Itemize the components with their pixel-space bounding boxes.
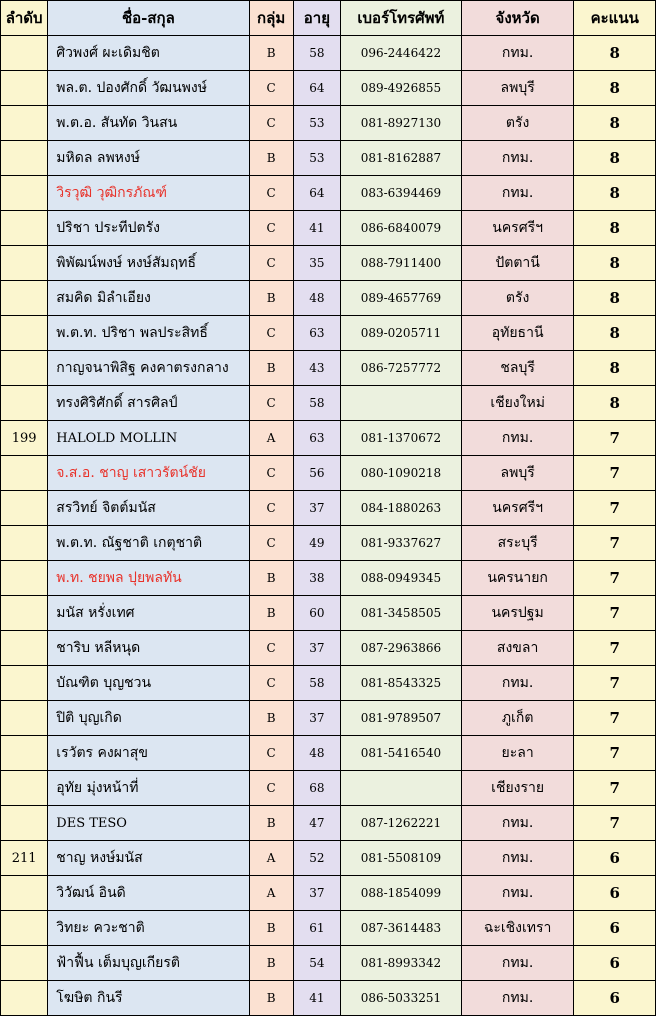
row-phone-cell: [341, 386, 462, 421]
row-phone-cell: 089-0205711: [341, 316, 462, 351]
row-age-cell: 53: [293, 106, 340, 141]
row-score-cell: 8: [574, 36, 656, 71]
row-group-cell: B: [249, 946, 293, 981]
row-name-cell: วิวัฒน์ อินดิ: [48, 876, 249, 911]
table-row: [1, 596, 656, 631]
table-row: [1, 491, 656, 526]
row-index-cell: [1, 806, 48, 841]
row-index-cell: [1, 946, 48, 981]
row-province-cell: ฉะเชิงเทรา: [461, 911, 574, 946]
row-age-cell: 58: [293, 666, 340, 701]
row-score-cell: 7: [574, 596, 656, 631]
row-group-cell: B: [249, 36, 293, 71]
table-row: [1, 246, 656, 281]
row-province-cell: เชียงราย: [461, 771, 574, 806]
table-row: [1, 281, 656, 316]
row-age-cell: 56: [293, 456, 340, 491]
row-index-cell: [1, 386, 48, 421]
row-index-cell: 211: [1, 841, 48, 876]
row-score-cell: 7: [574, 456, 656, 491]
row-name-cell: กาญจนาพิสิฐ คงคาตรงกลาง: [48, 351, 249, 386]
table-row: [1, 946, 656, 981]
row-name-cell: พ.ท. ชยพล ปุยพลทัน: [48, 561, 249, 596]
row-group-cell: C: [249, 316, 293, 351]
row-index-cell: [1, 561, 48, 596]
row-group-cell: C: [249, 386, 293, 421]
row-age-cell: 63: [293, 316, 340, 351]
row-name-cell: สมคิด มิลำเอียง: [48, 281, 249, 316]
row-group-cell: C: [249, 211, 293, 246]
row-index-cell: [1, 176, 48, 211]
row-score-cell: 6: [574, 876, 656, 911]
table-row: [1, 911, 656, 946]
row-index-cell: [1, 141, 48, 176]
row-group-cell: C: [249, 491, 293, 526]
row-age-cell: 43: [293, 351, 340, 386]
row-name-cell: ชาญ หงษ์มนัส: [48, 841, 249, 876]
row-province-cell: ชลบุรี: [461, 351, 574, 386]
row-phone-cell: 086-7257772: [341, 351, 462, 386]
row-score-cell: 8: [574, 176, 656, 211]
row-group-cell: B: [249, 806, 293, 841]
row-province-cell: กทม.: [461, 141, 574, 176]
row-phone-cell: 096-2446422: [341, 36, 462, 71]
row-index-cell: [1, 981, 48, 1016]
row-group-cell: B: [249, 281, 293, 316]
row-score-cell: 6: [574, 946, 656, 981]
row-group-cell: B: [249, 701, 293, 736]
row-province-cell: ปัตตานี: [461, 246, 574, 281]
row-phone-cell: 087-2963866: [341, 631, 462, 666]
row-name-cell: พ.ต.อ. สันทัด วินสน: [48, 106, 249, 141]
row-score-cell: 7: [574, 491, 656, 526]
row-phone-cell: 089-4926855: [341, 71, 462, 106]
row-score-cell: 7: [574, 631, 656, 666]
row-age-cell: 68: [293, 771, 340, 806]
row-group-cell: A: [249, 876, 293, 911]
row-age-cell: 52: [293, 841, 340, 876]
table-row: [1, 666, 656, 701]
row-index-cell: [1, 736, 48, 771]
table-row: [1, 106, 656, 141]
row-score-cell: 7: [574, 806, 656, 841]
table-row: [1, 526, 656, 561]
row-index-cell: [1, 526, 48, 561]
table-row: [1, 631, 656, 666]
row-age-cell: 61: [293, 911, 340, 946]
header-phone: เบอร์โทรศัพท์: [341, 1, 462, 36]
row-age-cell: 37: [293, 491, 340, 526]
row-province-cell: สระบุรี: [461, 526, 574, 561]
row-group-cell: B: [249, 981, 293, 1016]
row-name-cell: พ.ต.ท. ปริชา พลประสิทธิ์: [48, 316, 249, 351]
row-age-cell: 64: [293, 176, 340, 211]
row-phone-cell: 086-6840079: [341, 211, 462, 246]
row-age-cell: 64: [293, 71, 340, 106]
row-phone-cell: 087-3614483: [341, 911, 462, 946]
row-province-cell: สงขลา: [461, 631, 574, 666]
row-name-cell: HALOLD MOLLIN: [48, 421, 249, 456]
row-age-cell: 58: [293, 36, 340, 71]
row-name-cell: พิพัฒน์พงษ์ หงษ์สัมฤทธิ์: [48, 246, 249, 281]
row-score-cell: 6: [574, 911, 656, 946]
row-score-cell: 7: [574, 526, 656, 561]
row-phone-cell: 081-3458505: [341, 596, 462, 631]
row-index-cell: [1, 281, 48, 316]
header-name: ชื่อ-สกุล: [48, 1, 249, 36]
table-row: [1, 386, 656, 421]
row-age-cell: 38: [293, 561, 340, 596]
row-score-cell: 8: [574, 316, 656, 351]
row-phone-cell: 081-9337627: [341, 526, 462, 561]
table-row: [1, 736, 656, 771]
row-index-cell: [1, 456, 48, 491]
row-province-cell: นครปฐม: [461, 596, 574, 631]
row-age-cell: 37: [293, 701, 340, 736]
row-index-cell: [1, 701, 48, 736]
row-group-cell: C: [249, 176, 293, 211]
row-group-cell: B: [249, 351, 293, 386]
row-index-cell: [1, 351, 48, 386]
row-group-cell: B: [249, 561, 293, 596]
row-name-cell: ชาริบ หลีหนุด: [48, 631, 249, 666]
row-age-cell: 60: [293, 596, 340, 631]
row-group-cell: C: [249, 526, 293, 561]
row-province-cell: กทม.: [461, 946, 574, 981]
row-province-cell: กทม.: [461, 421, 574, 456]
row-province-cell: ตรัง: [461, 281, 574, 316]
row-group-cell: C: [249, 771, 293, 806]
row-name-cell: ทรงศิริศักดิ์ สารศิลป์: [48, 386, 249, 421]
row-phone-cell: 081-8927130: [341, 106, 462, 141]
row-age-cell: 48: [293, 281, 340, 316]
table-row: [1, 176, 656, 211]
row-province-cell: กทม.: [461, 806, 574, 841]
row-province-cell: ภูเก็ต: [461, 701, 574, 736]
table-row: [1, 141, 656, 176]
row-phone-cell: 081-9789507: [341, 701, 462, 736]
header-index: ลำดับ: [1, 1, 48, 36]
row-group-cell: B: [249, 596, 293, 631]
row-index-cell: [1, 491, 48, 526]
table-row: [1, 351, 656, 386]
row-score-cell: 6: [574, 841, 656, 876]
table-row: [1, 806, 656, 841]
row-group-cell: C: [249, 71, 293, 106]
row-index-cell: [1, 911, 48, 946]
row-score-cell: 7: [574, 421, 656, 456]
row-phone-cell: 087-1262221: [341, 806, 462, 841]
table-row: [1, 841, 656, 876]
row-score-cell: 8: [574, 281, 656, 316]
table-row: [1, 316, 656, 351]
row-name-cell: วิทยะ ควะชาติ: [48, 911, 249, 946]
row-group-cell: C: [249, 246, 293, 281]
row-index-cell: [1, 666, 48, 701]
row-score-cell: 8: [574, 141, 656, 176]
row-score-cell: 8: [574, 351, 656, 386]
row-phone-cell: 088-1854099: [341, 876, 462, 911]
row-age-cell: 54: [293, 946, 340, 981]
row-group-cell: C: [249, 456, 293, 491]
header-score: คะแนน: [574, 1, 656, 36]
row-province-cell: ตรัง: [461, 106, 574, 141]
row-province-cell: กทม.: [461, 36, 574, 71]
row-phone-cell: 086-5033251: [341, 981, 462, 1016]
header-province: จังหวัด: [461, 1, 574, 36]
row-name-cell: มหิดล ลพหงษ์: [48, 141, 249, 176]
row-score-cell: 7: [574, 666, 656, 701]
table-row: [1, 421, 656, 456]
row-phone-cell: 084-1880263: [341, 491, 462, 526]
row-group-cell: C: [249, 736, 293, 771]
row-age-cell: 63: [293, 421, 340, 456]
row-index-cell: [1, 71, 48, 106]
row-phone-cell: 088-7911400: [341, 246, 462, 281]
table-row: [1, 981, 656, 1016]
row-name-cell: เรวัตร คงผาสุข: [48, 736, 249, 771]
row-name-cell: โฆษิต กินรี: [48, 981, 249, 1016]
row-score-cell: 8: [574, 106, 656, 141]
row-group-cell: B: [249, 141, 293, 176]
row-score-cell: 7: [574, 736, 656, 771]
row-score-cell: 7: [574, 701, 656, 736]
row-name-cell: ฟ้าฟื้น เต็มบุญเกียรติ: [48, 946, 249, 981]
row-age-cell: 41: [293, 211, 340, 246]
row-score-cell: 8: [574, 386, 656, 421]
row-province-cell: กทม.: [461, 666, 574, 701]
row-index-cell: [1, 596, 48, 631]
row-age-cell: 48: [293, 736, 340, 771]
row-province-cell: เชียงใหม่: [461, 386, 574, 421]
row-index-cell: 199: [1, 421, 48, 456]
table-row: [1, 71, 656, 106]
row-phone-cell: 081-5416540: [341, 736, 462, 771]
row-index-cell: [1, 246, 48, 281]
row-age-cell: 58: [293, 386, 340, 421]
row-age-cell: 41: [293, 981, 340, 1016]
row-index-cell: [1, 876, 48, 911]
table-row: [1, 876, 656, 911]
row-province-cell: นครนายก: [461, 561, 574, 596]
row-score-cell: 7: [574, 561, 656, 596]
row-province-cell: กทม.: [461, 841, 574, 876]
row-phone-cell: 081-8543325: [341, 666, 462, 701]
header-group: กลุ่ม: [249, 1, 293, 36]
row-phone-cell: 081-8162887: [341, 141, 462, 176]
header-row: [1, 1, 656, 36]
row-score-cell: 6: [574, 981, 656, 1016]
row-group-cell: C: [249, 631, 293, 666]
row-group-cell: C: [249, 106, 293, 141]
row-age-cell: 37: [293, 876, 340, 911]
row-age-cell: 47: [293, 806, 340, 841]
table-row: [1, 211, 656, 246]
row-name-cell: จ.ส.อ. ชาญ เสาวรัตน์ชัย: [48, 456, 249, 491]
table-body: [1, 36, 656, 1016]
row-phone-cell: 081-8993342: [341, 946, 462, 981]
row-group-cell: B: [249, 911, 293, 946]
row-province-cell: นครศรีฯ: [461, 491, 574, 526]
row-phone-cell: 080-1090218: [341, 456, 462, 491]
row-name-cell: สรวิทย์ จิตต์มนัส: [48, 491, 249, 526]
table-row: [1, 561, 656, 596]
row-index-cell: [1, 36, 48, 71]
row-score-cell: 8: [574, 71, 656, 106]
row-name-cell: ศิวพงศ์ ผะเดิมชิต: [48, 36, 249, 71]
table-row: [1, 701, 656, 736]
row-score-cell: 8: [574, 211, 656, 246]
row-group-cell: A: [249, 841, 293, 876]
row-name-cell: อุทัย มุ่งหน้าที่: [48, 771, 249, 806]
row-province-cell: ยะลา: [461, 736, 574, 771]
row-index-cell: [1, 316, 48, 351]
row-score-cell: 8: [574, 246, 656, 281]
row-group-cell: C: [249, 666, 293, 701]
row-province-cell: อุทัยธานี: [461, 316, 574, 351]
row-province-cell: ลพบุรี: [461, 456, 574, 491]
row-score-cell: 7: [574, 771, 656, 806]
row-age-cell: 53: [293, 141, 340, 176]
header-age: อายุ: [293, 1, 340, 36]
row-province-cell: กทม.: [461, 176, 574, 211]
row-province-cell: กทม.: [461, 876, 574, 911]
row-phone-cell: 088-0949345: [341, 561, 462, 596]
row-phone-cell: 081-1370672: [341, 421, 462, 456]
row-index-cell: [1, 771, 48, 806]
table-row: [1, 771, 656, 806]
row-province-cell: กทม.: [461, 981, 574, 1016]
row-phone-cell: 089-4657769: [341, 281, 462, 316]
row-index-cell: [1, 211, 48, 246]
row-phone-cell: 083-6394469: [341, 176, 462, 211]
row-name-cell: วิรวุฒิ วุฒิกรภัณฑ์: [48, 176, 249, 211]
row-index-cell: [1, 106, 48, 141]
row-province-cell: ลพบุรี: [461, 71, 574, 106]
row-name-cell: พ.ต.ท. ณัฐชาติ เกตุชาติ: [48, 526, 249, 561]
row-name-cell: บัณฑิต บุญชวน: [48, 666, 249, 701]
row-name-cell: ปริชา ประทีปตรัง: [48, 211, 249, 246]
row-age-cell: 37: [293, 631, 340, 666]
row-age-cell: 35: [293, 246, 340, 281]
table-row: [1, 456, 656, 491]
row-age-cell: 49: [293, 526, 340, 561]
row-phone-cell: 081-5508109: [341, 841, 462, 876]
row-name-cell: ปิติ บุญเกิด: [48, 701, 249, 736]
row-phone-cell: [341, 771, 462, 806]
row-province-cell: นครศรีฯ: [461, 211, 574, 246]
row-name-cell: พล.ต. ปองศักดิ์ วัฒนพงษ์: [48, 71, 249, 106]
table-row: [1, 36, 656, 71]
row-name-cell: มนัส หรั่งเทศ: [48, 596, 249, 631]
row-index-cell: [1, 631, 48, 666]
row-group-cell: A: [249, 421, 293, 456]
row-name-cell: DES TESO: [48, 806, 249, 841]
